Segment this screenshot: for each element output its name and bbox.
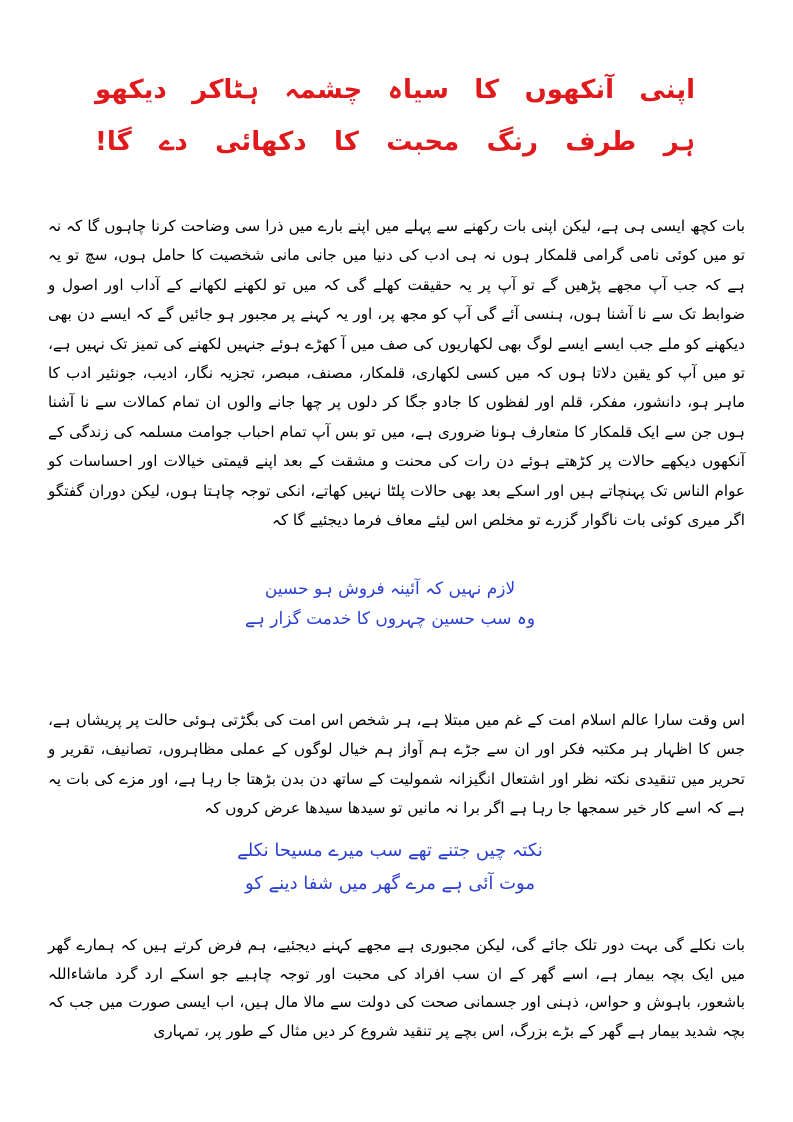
title-word: ہٹاکر xyxy=(192,75,260,105)
title-word: دکھائی xyxy=(215,127,307,157)
title-word: طرف xyxy=(565,127,637,157)
title-word: اپنی xyxy=(639,75,695,105)
title-word: کا xyxy=(333,127,359,157)
verse-line: وہ سب حسین چہروں کا خدمت گزار ہے xyxy=(244,609,536,629)
verse-couplet-2 xyxy=(150,834,630,900)
verse-line: موت آئی ہے مرے گھر میں شفا دینے کو xyxy=(244,873,535,894)
title-word: آنکھوں xyxy=(524,75,615,105)
title-word: دے xyxy=(159,127,188,157)
title-word: دیکھو xyxy=(95,75,167,105)
title-word: رنگ xyxy=(486,127,538,157)
verse-couplet-1 xyxy=(150,574,630,634)
title-word: محبت xyxy=(386,127,460,157)
body-paragraph-3: بات نکلے گی بہت دور تلک جائے گی، لیکن مجبوری ہے مجھے کہنے دیجئیے، ہم فرض کرتے ہیں کہ ہمارے گھر میں ایک بچہ بیمار ہے، اسے گھر کے ان سب افراد کی محبت اور توجہ چاہیے جو اسکے ارد گرد ماشاءاللہ باشعور، باہوش و حواس، ذہنی اور جسمانی صحت کی دولت سے مالا مال ہیں، اب ایسی صورت میں جب کہ بچہ شدید بیمار ہے گھر کے بڑے بزرگ، اس بچے پر تنقید شروع کر دیں مثال کے طور پر، تمہاری xyxy=(48,936,745,1040)
title-line-1 xyxy=(95,72,695,108)
title-word: گا! xyxy=(95,127,132,157)
title-word: سیاہ xyxy=(387,75,449,105)
body-paragraph-1: بات کچھ ایسی ہی ہے، لیکن اپنی بات رکھنے سے پہلے میں اپنے بارے میں ذرا سی وضاحت کرنا چاہوں گا کہ نہ تو میں کوئی نامی گرامی قلمکار ہوں نہ ہی ادب کی دنیا میں جانی مانی شخصیت کا حامل ہوں، سچ تو یہ ہے کہ جب آپ مجھے پڑھیں گے تو آپ پر یہ حقیقت کھلے گی کہ میں تو لکھنے لکھانے کے آداب اور اصول و ضوابط تک سے نا آشنا ہوں، ہنسی آئے گی آپ کو مجھ پر، اور یہ کہنے پر مجبور ہو جائیں گے کہ ایسے دن بھی دیکھنے کو ملے جب ایسے ایسے لوگ بھی لکھاریوں کی صف میں آ کھڑے ہوئے جنہیں لکھنے کی تمیز تک نہیں ہے، تو میں آپ کو یقین دلاتا ہوں کہ میں کسی لکھاری، قلمکار، مصنف، مبصر، تجزیہ نگار، ادیب، جونئیر ادب کا ماہر ہو، دانشور، مفکر، قلم اور لفظوں کا جادو جگا کر دلوں پر چھا جانے والوں ان تمام کمالات سے نا آشنا ہوں جن سے ایک قلمکار کا متعارف ہونا ضروری ہے، میں تو بس آپ تمام احباب جوامت مسلمہ کی زندگی کے آنکھوں دیکھے حالات پر کڑھتے ہوئے دن رات کی محنت و مشقت کے بعد اپنے قیمتی خیالات اور احساسات کو عوام الناس تک پہنچاتے ہیں اور اسکے بعد بھی حالات پلٹا نہیں کھاتے، انکی توجہ چاہتا ہوں، لیکن دوران گفتگو اگر میری کوئی بات ناگوار گزرے تو مخلص اس لیئے معاف فرما دیجئیے گا کہ xyxy=(48,217,745,530)
title-word: کا xyxy=(474,75,500,105)
title-line-2 xyxy=(95,124,695,160)
verse-line: لازم نہیں کہ آئینہ فروش ہو حسین xyxy=(264,579,516,599)
body-paragraph-2: اس وقت سارا عالم اسلام امت کے غم میں مبتلا ہے، ہر شخص اس امت کی بگڑتی ہوئی حالت پر پریشاں ہے، جس کا اظہار ہر مکتبہ فکر اور ان سے جڑے ہم آواز ہم خیال لوگوں کے عملی مظاہروں، تصانیف، تقریر و تحریر میں تنقیدی نکتہ نظر اور اشتعال انگیزانہ شمولیت کے ساتھ دن بدن بڑھتا جا رہا ہے، اور مزے کی بات یہ ہے کہ اسے کار خیر سمجھا جا رہا ہے اگر برا نہ مانیں تو سیدھا سیدھا عرض کروں کہ xyxy=(48,711,745,818)
title-word: چشمہ xyxy=(284,75,363,105)
verse-line: نکتہ چیں جتنے تھے سب میرے مسیحا نکلے xyxy=(237,840,543,861)
title-word: ہر xyxy=(663,127,695,157)
